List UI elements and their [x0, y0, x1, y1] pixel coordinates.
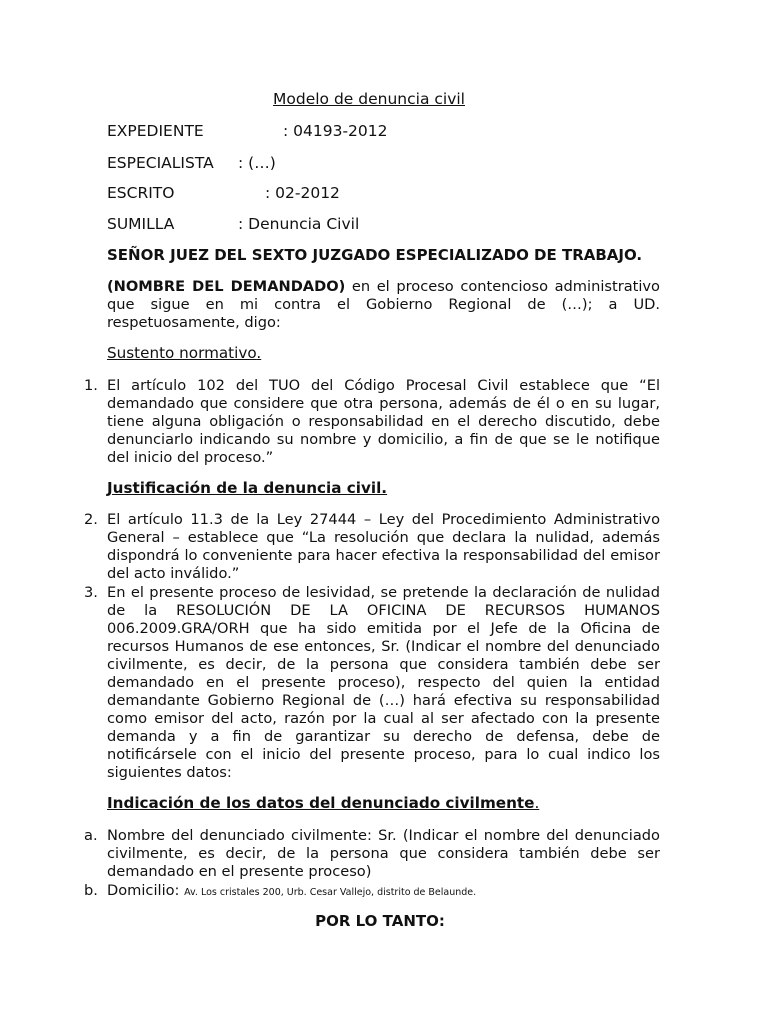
list-item-text — [107, 882, 660, 902]
expediente-label: EXPEDIENTE — [107, 122, 204, 140]
section-heading-suffix: . — [534, 794, 540, 812]
list-item-a — [84, 827, 660, 881]
expediente-value: : 04193-2012 — [283, 122, 388, 140]
addressee: SEÑOR JUEZ DEL SEXTO JUZGADO ESPECIALIZADO DE TRABAJO. — [107, 246, 643, 264]
domicilio-label: Domicilio: — [107, 882, 185, 899]
section-heading-suffix: . — [256, 344, 262, 362]
list-item-2 — [84, 511, 660, 583]
list-item-1 — [84, 377, 660, 467]
sumilla-value: : Denuncia Civil — [238, 215, 360, 233]
section-heading-indicacion — [107, 794, 539, 812]
list-item-letter: b. — [84, 882, 98, 899]
list-item-number: 1. — [84, 377, 98, 394]
header-especialista — [107, 154, 276, 172]
domicilio-address: Av. Los cristales 200, Urb. Cesar Vallejo, distrito de Belaunde. — [184, 887, 477, 898]
list-item-number: 2. — [84, 511, 98, 528]
escrito-label: ESCRITO — [107, 184, 175, 202]
section-heading-text: Indicación de los datos del denunciado civilmente — [107, 794, 535, 812]
especialista-label: ESPECIALISTA — [107, 154, 214, 172]
list-item-text: En el presente proceso de lesividad, se pretende la declaración de nulidad de la RESOLUCIÓN DE LA OFICINA DE RECURSOS HUMANOS 006.2009.GRA/ORH que ha sido emitida por el Jefe de la Oficina de recursos Humanos de ese entonces, Sr. (Indicar el nombre del denunciado civilmente, es decir, de la persona que considera también debe ser demandado en el presente proceso), respecto del quien la entidad demandante Gobierno Regional de (…) hará efectiva su responsabilidad como emisor del acto, razón por la cual al ser afectado con la presente demanda y a fin de garantizar su derecho de defensa, debe de notificársele con el inicio del presente proceso, para lo cual indico los siguientes datos: — [107, 584, 660, 781]
defendant-name: (NOMBRE DEL DEMANDADO) — [107, 278, 346, 295]
list-item-number: 3. — [84, 584, 98, 601]
document-title: Modelo de denuncia civil — [273, 90, 465, 108]
section-heading-justificacion: Justificación de la denuncia civil. — [107, 479, 388, 497]
section-heading-text: Sustento normativo — [107, 344, 257, 362]
intro-paragraph — [107, 278, 660, 332]
intro-text: en el proceso contencioso administrativo que sigue en mi contra el Gobierno Regional de (…); a UD. respetuosamente, digo: — [107, 278, 660, 331]
header-sumilla — [107, 215, 360, 233]
list-item-letter: a. — [84, 827, 98, 844]
closing-heading: POR LO TANTO: — [315, 912, 445, 930]
header-escrito — [107, 184, 340, 202]
escrito-value: : 02-2012 — [265, 184, 340, 202]
list-item-text: El artículo 102 del TUO del Código Procesal Civil establece que “El demandado que considere que otra persona, además de él o en su lugar, tiene alguna obligación o responsabilidad en el derecho discutido, debe denunciarlo indicando su nombre y domicilio, a fin de que se le notifique del inicio del proceso.” — [107, 377, 660, 466]
list-item-text: El artículo 11.3 de la Ley 27444 – Ley del Procedimiento Administrativo General – establece que “La resolución que declara la nulidad, además dispondrá lo conveniente para hacer efectiva la responsabilidad del emisor del acto inválido.” — [107, 511, 660, 582]
list-item-text: Nombre del denunciado civilmente: Sr. (Indicar el nombre del denunciado civilmente, es decir, de la persona que considera también debe ser demandado en el presente proceso) — [107, 827, 660, 880]
list-item-3 — [84, 584, 660, 782]
especialista-value: : (…) — [238, 154, 276, 172]
sumilla-label: SUMILLA — [107, 215, 175, 233]
header-expediente — [107, 122, 388, 140]
section-heading-sustento — [107, 344, 261, 362]
list-item-b — [84, 882, 660, 902]
